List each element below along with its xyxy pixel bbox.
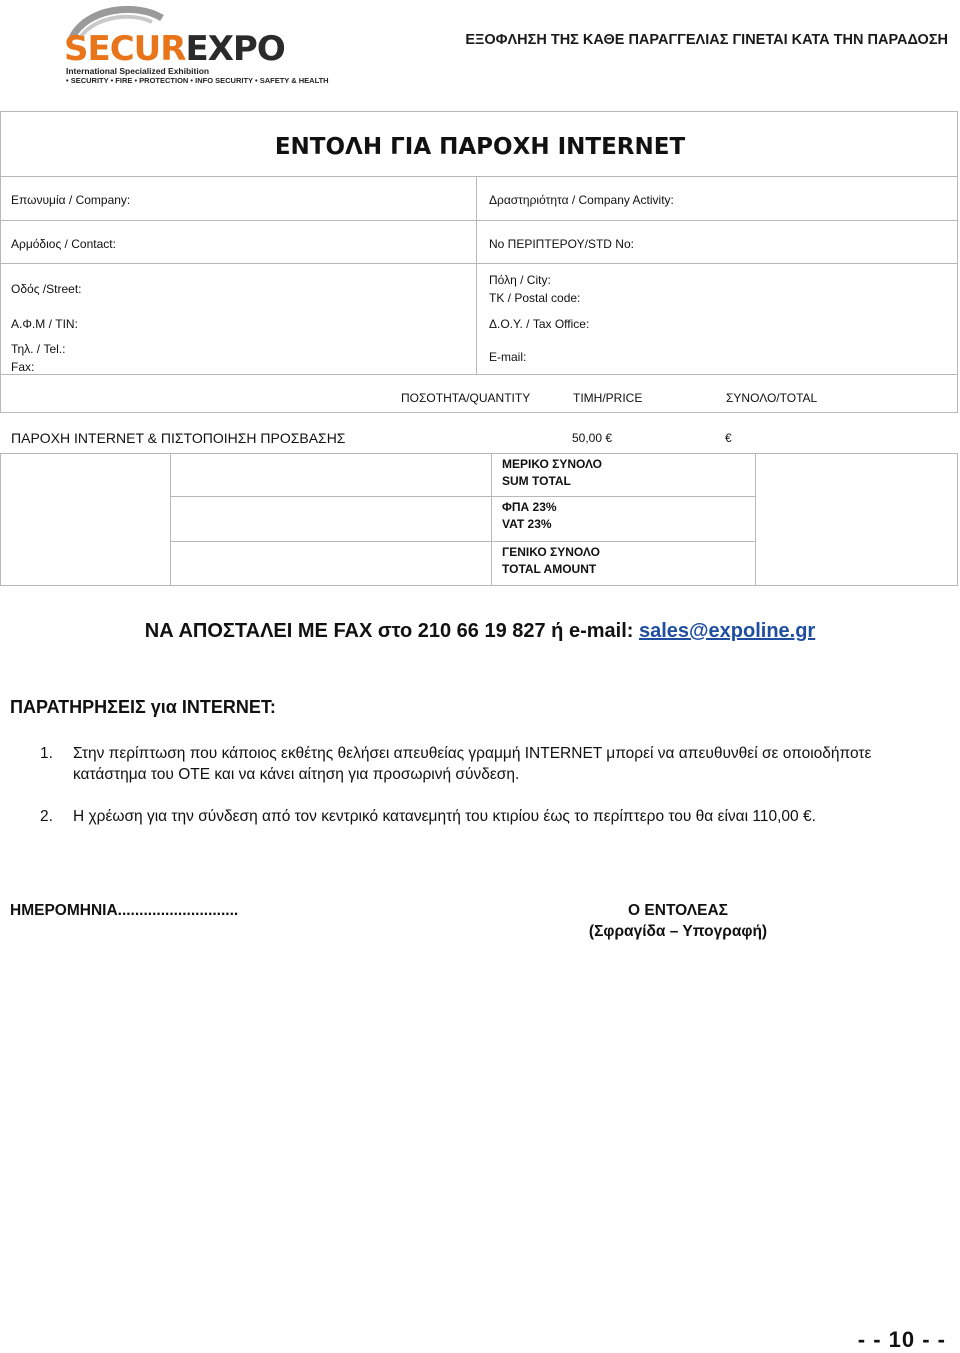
grand-total-label-gr: ΓΕΝΙΚΟ ΣΥΝΟΛΟ [502, 545, 600, 559]
payment-note: ΕΞΟΦΛΗΣΗ ΤΗΣ ΚΑΘΕ ΠΑΡΑΓΓΕΛΙΑΣ ΓΙΝΕΤΑΙ ΚΑΤΑ ΤΗΝ ΠΑΡΑΔΟΣΗ [465, 32, 948, 48]
item-total[interactable]: € [725, 431, 732, 445]
remark-text: Η χρέωση για την σύνδεση από τον κεντρικό κατανεμητή του κτιρίου έως το περίπτερο του θα είναι 110,00 €. [73, 808, 816, 825]
principal-label: Ο ΕΝΤΟΛΕΑΣ [628, 902, 728, 919]
street-field[interactable]: Οδός /Street: [11, 282, 82, 296]
item-price: 50,00 € [572, 431, 613, 445]
price-header: ΤΙΜΗ/PRICE [573, 391, 643, 405]
company-field[interactable]: Επωνυμία / Company: [11, 193, 131, 207]
email-field[interactable]: E-mail: [489, 350, 527, 364]
remark-text: Στην περίπτωση που κάποιος εκθέτης θελήσει απευθείας γραμμή INTERNET μπορεί να απευθυνθεί σε οποιοδήποτε κατάστημα του ΟΤΕ και να κάνει αίτηση για προσωρινή σύνδεση. [73, 745, 872, 783]
page-number: - - 10 - - [857, 1327, 946, 1352]
total-header: ΣΥΝΟΛΟ/TOTAL [726, 391, 818, 405]
grand-total-label-en: TOTAL AMOUNT [502, 562, 597, 576]
remark-number: 1. [40, 745, 53, 762]
tax-office-field[interactable]: Δ.Ο.Υ. / Tax Office: [489, 317, 590, 331]
contact-field[interactable]: Αρμόδιος / Contact: [11, 237, 116, 251]
postal-code-field[interactable]: ΤΚ / Postal code: [489, 291, 581, 305]
sum-total-label-en: SUM TOTAL [502, 474, 571, 488]
tin-field[interactable]: Α.Φ.Μ / TIN: [11, 317, 78, 331]
securexpo-logo [64, 4, 329, 85]
remark-number: 2. [40, 808, 53, 825]
send-notice [0, 620, 960, 643]
logo-wordmark: SECUREXPO [64, 29, 285, 69]
send-notice-text: ΝΑ ΑΠΟΣΤΑΛΕΙ ΜΕ FAX στο 210 66 19 827 ή e-mail: [144, 620, 639, 642]
item-label: ΠΑΡΟΧΗ INTERNET & ΠΙΣΤΟΠΟΙΗΣΗ ΠΡΟΣΒΑΣΗΣ [11, 430, 346, 446]
logo-tagline: • SECURITY • FIRE • PROTECTION • INFO SECURITY • SAFETY & HEALTH [66, 76, 329, 85]
city-field[interactable]: Πόλη / City: [489, 273, 551, 287]
remarks-heading: ΠΑΡΑΤΗΡΗΣΕΙΣ για INTERNET: [10, 697, 276, 717]
date-field[interactable]: ΗΜΕΡΟΜΗΝΙΑ............................ [10, 902, 239, 919]
sum-total-label-gr: ΜΕΡΙΚΟ ΣΥΝΟΛΟ [502, 457, 603, 471]
stand-number-field[interactable]: Νο ΠΕΡΙΠΤΕΡΟΥ/STD No: [489, 237, 634, 251]
remark-item [0, 743, 960, 787]
fax-field[interactable]: Fax: [11, 360, 35, 374]
remark-item [0, 806, 960, 830]
vat-label-gr: ΦΠΑ 23% [502, 500, 557, 514]
logo-subtitle: International Specialized Exhibition [66, 66, 210, 76]
sales-email-link[interactable]: sales@expoline.gr [638, 620, 816, 642]
form-title: ΕΝΤΟΛΗ ΓΙΑ ΠΑΡΟΧΗ INTERNET [274, 134, 686, 160]
tel-field[interactable]: Τηλ. / Tel.: [11, 342, 66, 356]
activity-field[interactable]: Δραστηριότητα / Company Activity: [489, 193, 674, 207]
vat-label-en: VAT 23% [502, 517, 552, 531]
quantity-header: ΠΟΣΟΤΗΤΑ/QUANTITY [401, 391, 531, 405]
stamp-signature-label: (Σφραγίδα – Υπογραφή) [588, 923, 768, 940]
